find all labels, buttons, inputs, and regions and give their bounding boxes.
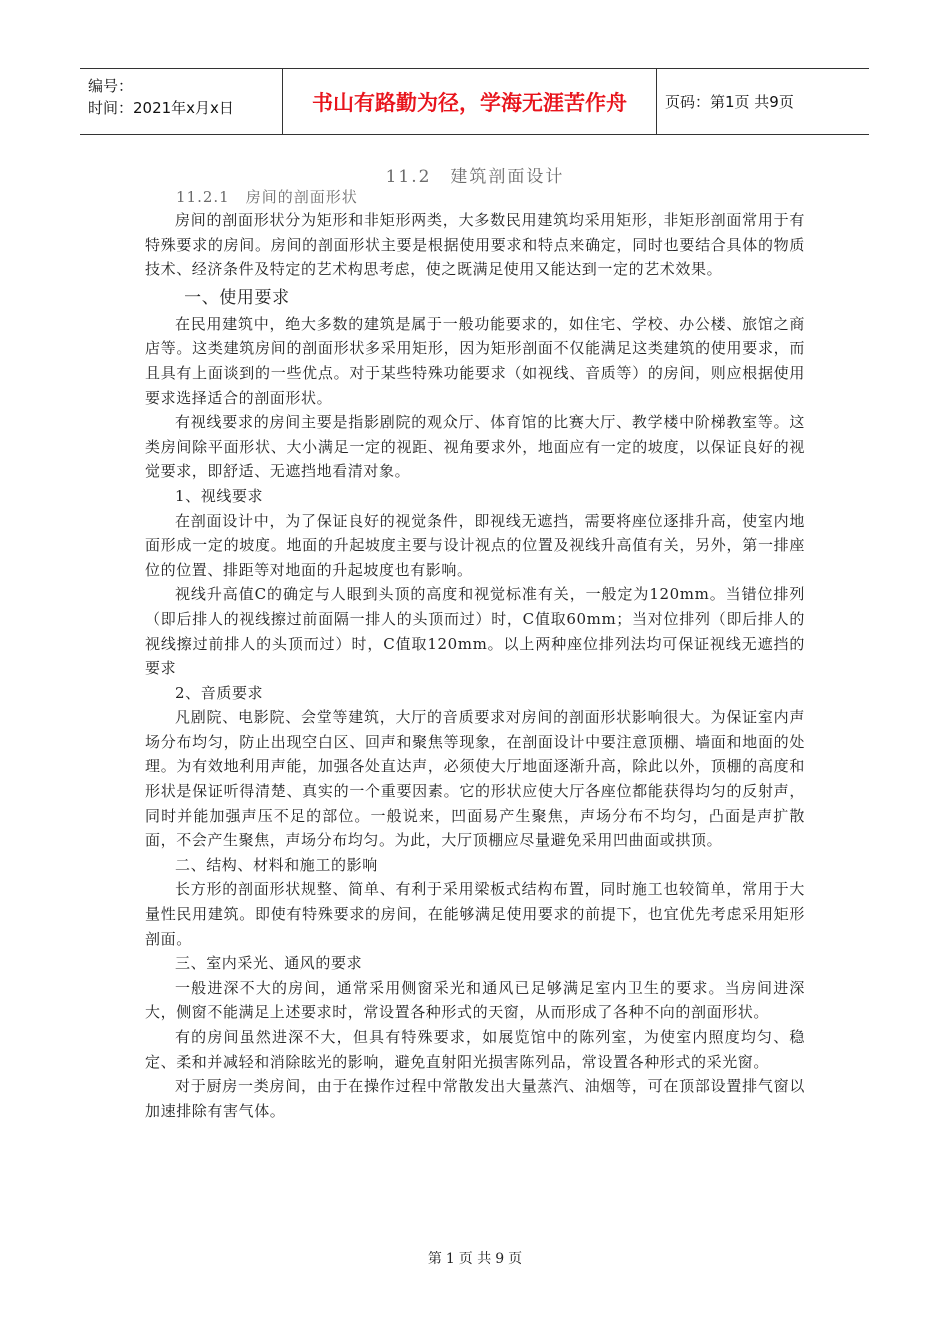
- section-heading: 二、结构、材料和施工的影响: [175, 855, 378, 874]
- footer-suffix: 页: [508, 1251, 523, 1267]
- number-label: 编号：: [88, 77, 134, 95]
- page-footer: [0, 1248, 950, 1268]
- document-body: [145, 208, 805, 1123]
- paragraph: 有视线要求的房间主要是指影剧院的观众厅、体育馆的比赛大厅、教学楼中阶梯教室等。这类房间除平面形状、大小满足一定的视距、视角要求外，地面应有一定的坡度，以保证良好的视觉要求，即舒适、无遮挡地看清对象。: [145, 413, 805, 481]
- paragraph: 凡剧院、电影院、会堂等建筑，大厅的音质要求对房间的剖面形状影响很大。为保证室内声场分布均匀，防止出现空白区、回声和聚焦等现象，在剖面设计中要注意顶棚、墙面和地面的处理。为有效地利用声能，加强各处直达声，必须使大厅地面逐渐升高，除此以外，顶棚的高度和形状是保证听得清楚、真实的一个重要因素。它的形状应使大厅各座位都能获得均匀的反射声，同时并能加强声压不足的部位。一般说来，凹面易产生聚焦，声场分布不均匀，凸面是声扩散面，不会产生聚焦，声场分布均匀。为此，大厅顶棚应尽量避免采用凹曲面或拱顶。: [145, 708, 805, 850]
- section-heading: 三、室内采光、通风的要求: [175, 954, 363, 973]
- section-title: 11.2 建筑剖面设计: [385, 167, 565, 187]
- section-heading: 1、视线要求: [175, 486, 264, 505]
- footer-mid: 页 共: [458, 1251, 492, 1267]
- paragraph: 在民用建筑中，绝大多数的建筑是属于一般功能要求的，如住宅、学校、办公楼、旅馆之商店等。这类建筑房间的剖面形状多采用矩形，因为矩形剖面不仅能满足这类建筑的使用要求，而且具有上面谈到的一些优点。对于某些特殊功能要求（如视线、音质等）的房间，则应根据使用要求选择适合的剖面形状。: [145, 314, 805, 407]
- paragraph: 房间的剖面形状分为矩形和非矩形两类，大多数民用建筑均采用矩形，非矩形剖面常用于有特殊要求的房间。房间的剖面形状主要是根据使用要求和特点来确定，同时也要结合具体的物质技术、经济条件及特定的艺术构思考虑，使之既满足使用又能达到一定的艺术效果。: [145, 211, 805, 279]
- paragraph: 一般进深不大的房间，通常采用侧窗采光和通风已足够满足室内卫生的要求。当房间进深大，侧窗不能满足上述要求时，常设置各种形式的天窗，从而形成了各种不向的剖面形状。: [145, 978, 805, 1022]
- footer-page-number: 1: [445, 1251, 455, 1267]
- time-label: 时间：2021年x月x日: [88, 99, 234, 117]
- header-meta: [80, 69, 282, 134]
- paragraph: 长方形的剖面形状规整、简单、有利于采用梁板式结构布置，同时施工也较简单，常用于大量性民用建筑。即使有特殊要求的房间，在能够满足使用要求的前提下，也宜优先考虑采用矩形剖面。: [145, 880, 805, 948]
- header-table: [80, 68, 869, 135]
- section-heading: 2、音质要求: [175, 683, 264, 702]
- paragraph: 在剖面设计中，为了保证良好的视觉条件，即视线无遮挡，需要将座位逐排升高，使室内地面形成一定的坡度。地面的升起坡度主要与设计视点的位置及视线升高值有关，另外，第一排座位的位置、排距等对地面的升起坡度也有影响。: [145, 511, 805, 579]
- section-heading: 一、使用要求: [184, 287, 290, 308]
- paragraph: 有的房间虽然进深不大，但具有特殊要求，如展览馆中的陈列室，为使室内照度均匀、稳定、柔和并减轻和消除眩光的影响，避免直射阳光损害陈列品，常设置各种形式的采光窗。: [145, 1028, 805, 1071]
- header-page-code: 页码：第1页 共9页: [665, 93, 794, 111]
- footer-prefix: 第: [427, 1251, 442, 1267]
- paragraph: 视线升高值C的确定与人眼到头顶的高度和视觉标准有关，一般定为120mm。当错位排列（即后排人的视线擦过前面隔一排人的头顶而过）时，C值取60mm；当对位排列（即后排人的视线擦过前排人的头顶而过）时，C值取120mm。以上两种座位排列法均可保证视线无遮挡的要求: [145, 585, 805, 678]
- subsection-title: 11.2.1 房间的剖面形状: [176, 188, 358, 206]
- header-motto: 书山有路勤为径，学海无涯苦作舟: [282, 69, 657, 134]
- paragraph: 对于厨房一类房间，由于在操作过程中常散发出大量蒸汽、油烟等，可在顶部设置排气窗以加速排除有害气体。: [145, 1077, 805, 1120]
- footer-total-pages: 9: [495, 1251, 505, 1267]
